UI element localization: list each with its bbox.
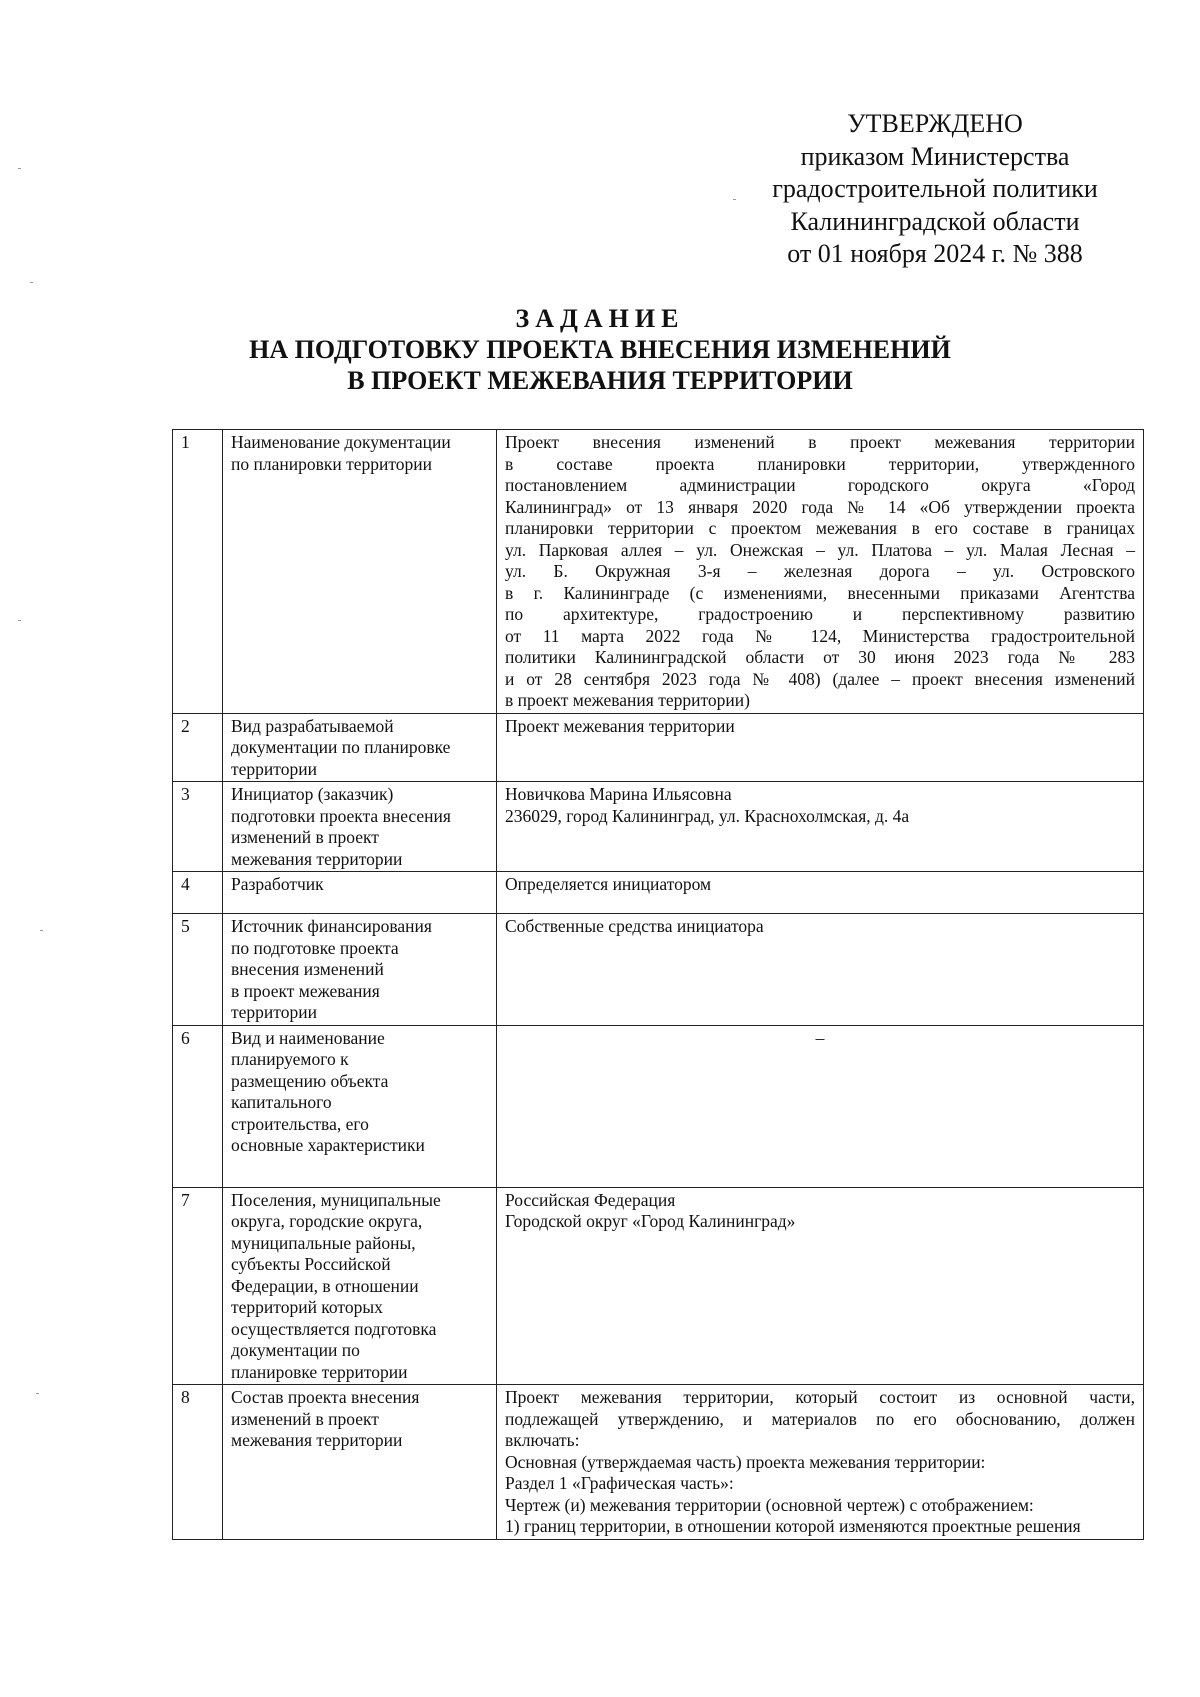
cell-line: 1) границ территории, в отношении которой изменяются проектные решения <box>505 1516 1081 1536</box>
table-row <box>173 1025 1144 1187</box>
cell-line: Проект внесения изменений в проект межевания территории <box>505 432 1135 452</box>
cell-line: межевания территории <box>231 848 403 869</box>
title-line: В ПРОЕКТ МЕЖЕВАНИЯ ТЕРРИТОРИИ <box>347 366 853 395</box>
scan-speck <box>30 282 33 283</box>
cell-line: включать: <box>505 1430 580 1450</box>
cell-line: Калининград» от 13 января 2020 года № 14 «Об утверждении проекта <box>505 496 1135 517</box>
cell-line: основные характеристики <box>231 1135 425 1155</box>
cell-line: Раздел 1 «Графическая часть»: <box>505 1473 734 1493</box>
approval-line: Калининградской области <box>790 206 1080 236</box>
row-number: 4 <box>173 872 223 914</box>
cell-line: 236029, город Калининград, ул. Краснохолмская, д. 4а <box>505 805 910 826</box>
scan-speck <box>733 199 736 200</box>
cell-line: постановлением администрации городского округа «Город <box>505 475 1135 495</box>
cell-line: в г. Калининграде (с изменениями, внесенными приказами Агентства <box>505 582 1135 603</box>
cell-line: подлежащей утверждению, и материалов по его обоснованию, должен <box>505 1408 1135 1429</box>
cell-line: Разработчик <box>231 874 324 894</box>
title-line: НА ПОДГОТОВКУ ПРОЕКТА ВНЕСЕНИЯ ИЗМЕНЕНИЙ <box>249 335 951 364</box>
scan-speck <box>40 930 43 931</box>
cell-line: в проект межевания территории) <box>505 690 750 710</box>
cell-line: Чертеж (и) межевания территории (основной чертеж) с отображением: <box>505 1494 1034 1515</box>
scan-speck <box>18 620 21 621</box>
row-value <box>497 872 1144 914</box>
title-line: ЗАДАНИЕ <box>515 304 685 333</box>
cell-line: Вид и наименование <box>231 1027 385 1048</box>
cell-line: Российская Федерация <box>505 1189 676 1210</box>
row-value <box>497 1025 1144 1187</box>
table-row <box>173 430 1144 714</box>
row-number: 5 <box>173 914 223 1026</box>
row-name <box>223 914 497 1026</box>
empty-value-dash: – <box>815 1027 825 1048</box>
table-row <box>173 782 1144 872</box>
approval-line: приказом Министерства <box>800 141 1070 171</box>
scan-speck <box>18 168 21 169</box>
approval-line: градостроительной политики <box>772 174 1098 203</box>
row-value <box>497 1385 1144 1540</box>
cell-line: изменений в проект <box>231 1408 379 1429</box>
table-row <box>173 1187 1144 1385</box>
cell-line: внесения изменений <box>231 959 384 979</box>
table-row <box>173 872 1144 914</box>
cell-line: ул. Парковая аллея – ул. Онежская – ул. Платова – ул. Малая Лесная – <box>505 539 1135 560</box>
table-row <box>173 914 1144 1026</box>
row-number: 7 <box>173 1187 223 1385</box>
cell-line: Состав проекта внесения <box>231 1387 420 1407</box>
cell-line: изменений в проект <box>231 827 379 847</box>
cell-line: и от 28 сентября 2023 года № 408) (далее – проект внесения изменений <box>505 668 1135 689</box>
row-name <box>223 713 497 782</box>
row-number: 3 <box>173 782 223 872</box>
cell-line: в проект межевания <box>231 980 380 1001</box>
scan-speck <box>36 1393 39 1394</box>
cell-line: Определяется инициатором <box>505 874 712 894</box>
approval-stamp <box>740 108 1130 271</box>
cell-line: муниципальные районы, <box>231 1232 416 1253</box>
row-name <box>223 430 497 714</box>
cell-line: планировке территории <box>231 1361 408 1382</box>
row-name <box>223 1385 497 1540</box>
cell-line: планировки территории с проектом межевания в его составе в границах <box>505 518 1135 538</box>
table-row <box>173 713 1144 782</box>
cell-line: ул. Б. Окружная 3-я – железная дорога – ул. Островского <box>505 561 1135 581</box>
cell-line: документации по планировке <box>231 737 451 757</box>
row-name <box>223 1187 497 1385</box>
cell-line: документации по <box>231 1340 360 1360</box>
cell-line: Инициатор (заказчик) <box>231 784 394 804</box>
specification-table <box>172 429 1144 1540</box>
cell-line: округа, городские округа, <box>231 1211 423 1231</box>
row-number: 2 <box>173 713 223 782</box>
row-name <box>223 872 497 914</box>
cell-line: по планировки территории <box>231 453 433 474</box>
row-value <box>497 782 1144 872</box>
row-value <box>497 1187 1144 1385</box>
cell-line: Проект межевания территории, который состоит из основной части, <box>505 1387 1135 1407</box>
row-value <box>497 713 1144 782</box>
cell-line: Городской округ «Город Калининград» <box>505 1211 796 1231</box>
cell-line: территории <box>231 758 317 779</box>
cell-line: межевания территории <box>231 1430 403 1450</box>
row-value <box>497 430 1144 714</box>
cell-line: Собственные средства инициатора <box>505 916 764 936</box>
cell-line: Поселения, муниципальные <box>231 1189 441 1210</box>
cell-line: планируемого к <box>231 1049 349 1069</box>
cell-line: Федерации, в отношении <box>231 1275 419 1296</box>
cell-line: территории <box>231 1002 317 1022</box>
approval-line: УТВЕРЖДЕНО <box>847 109 1023 138</box>
cell-line: по архитектуре, градостроению и перспективному развитию <box>505 604 1135 624</box>
approval-line: от 01 ноября 2024 г. № 388 <box>787 239 1083 268</box>
row-name <box>223 1025 497 1187</box>
row-name <box>223 782 497 872</box>
row-number: 1 <box>173 430 223 714</box>
cell-line: строительства, его <box>231 1113 369 1134</box>
cell-line: в составе проекта планировки территории, утвержденного <box>505 453 1135 474</box>
document-title <box>200 303 1000 396</box>
row-value <box>497 914 1144 1026</box>
cell-line: по подготовке проекта <box>231 937 399 958</box>
table-row <box>173 1385 1144 1540</box>
row-number: 6 <box>173 1025 223 1187</box>
cell-line: Источник финансирования <box>231 916 432 936</box>
cell-line: капитального <box>231 1092 332 1112</box>
cell-line: осуществляется подготовка <box>231 1318 437 1339</box>
cell-line: политики Калининградской области от 30 июня 2023 года № 283 <box>505 647 1135 667</box>
cell-line: размещению объекта <box>231 1070 389 1091</box>
cell-line: Основная (утверждаемая часть) проекта межевания территории: <box>505 1451 986 1472</box>
cell-line: подготовки проекта внесения <box>231 805 451 826</box>
cell-line: Вид разрабатываемой <box>231 715 394 736</box>
cell-line: Проект межевания территории <box>505 715 735 736</box>
cell-line: от 11 марта 2022 года № 124, Министерства градостроительной <box>505 625 1135 646</box>
cell-line: Новичкова Марина Ильясовна <box>505 784 732 804</box>
cell-line: территорий которых <box>231 1297 383 1317</box>
cell-line: субъекты Российской <box>231 1254 391 1274</box>
row-number: 8 <box>173 1385 223 1540</box>
cell-line: Наименование документации <box>231 432 451 452</box>
